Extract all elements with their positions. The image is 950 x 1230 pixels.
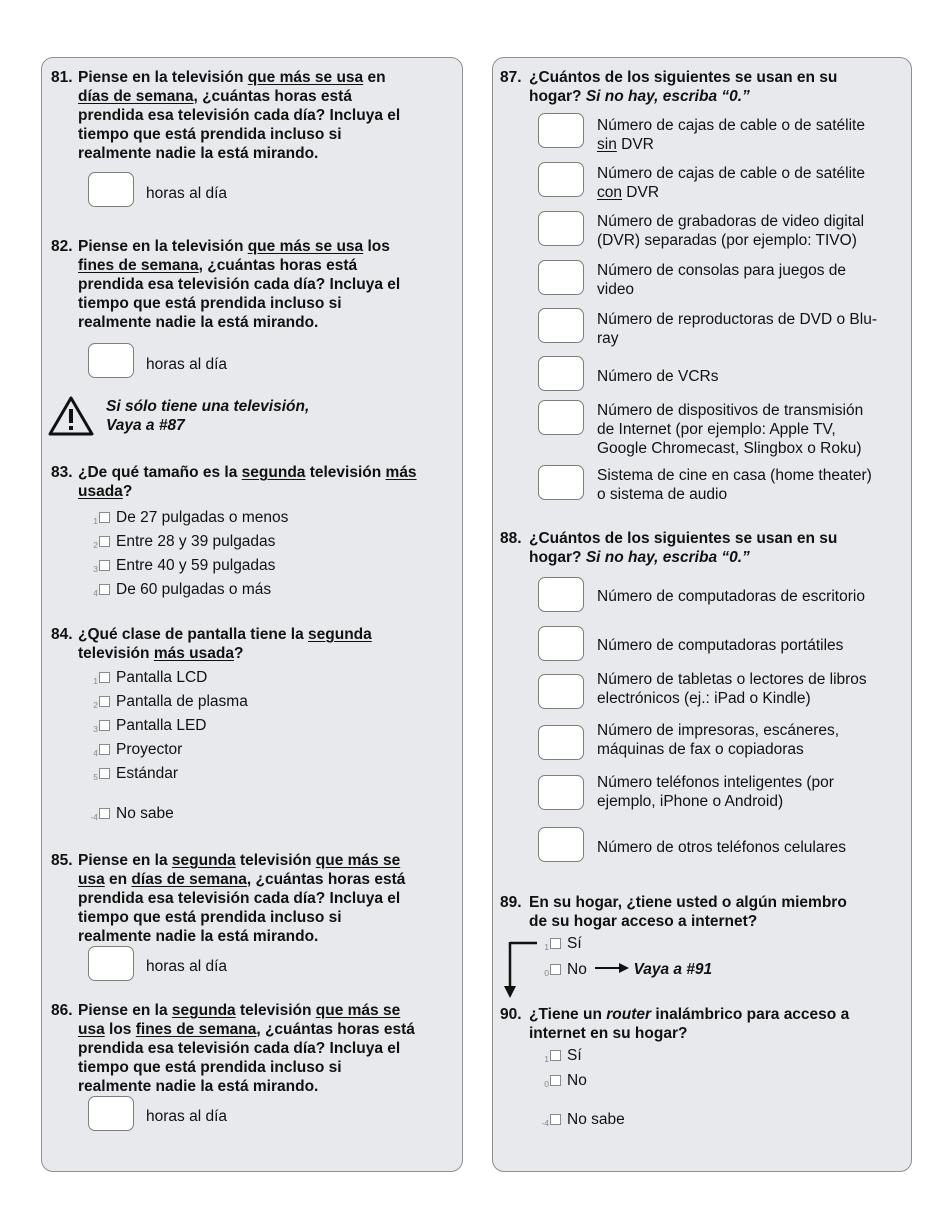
option[interactable]: 2 Entre 28 y 39 pulgadas <box>93 533 276 550</box>
count-input[interactable] <box>538 113 584 148</box>
item-label: Número de otros teléfonos celulares <box>597 839 846 856</box>
question-number: 82. <box>51 238 73 255</box>
option[interactable]: 3 Pantalla LED <box>93 717 207 734</box>
option[interactable]: 0 No <box>544 1072 587 1089</box>
option[interactable]: 0 No Vaya a #91 <box>544 961 713 978</box>
option[interactable]: -4 No sabe <box>90 805 174 822</box>
item-label: Número de impresoras, escáneres, máquinas de fax o copiadoras <box>597 722 840 758</box>
arrow-right-icon <box>595 963 629 973</box>
option[interactable]: 3 Entre 40 y 59 pulgadas <box>93 557 276 574</box>
checkbox[interactable] <box>550 1050 561 1061</box>
count-input[interactable] <box>538 725 584 760</box>
option[interactable]: -4 No sabe <box>541 1111 625 1128</box>
item-label: Número de reproductoras de DVD o Blu- ray <box>597 311 877 347</box>
item-label: Número de cajas de cable o de satélite con DVR <box>597 165 865 201</box>
checkbox[interactable] <box>99 744 110 755</box>
checkbox[interactable] <box>99 512 110 523</box>
option[interactable]: 5 Estándar <box>93 765 179 782</box>
warning-icon <box>48 395 94 437</box>
skip-arrow-icon <box>502 938 542 1000</box>
hours-input[interactable] <box>88 172 134 207</box>
checkbox[interactable] <box>99 672 110 683</box>
box-label: horas al día <box>146 958 227 975</box>
count-input[interactable] <box>538 674 584 709</box>
question-number: 90. <box>500 1006 522 1023</box>
count-input[interactable] <box>538 308 584 343</box>
question-number: 89. <box>500 894 522 911</box>
hours-input[interactable] <box>88 1096 134 1131</box>
question-number: 88. <box>500 530 522 547</box>
hours-input[interactable] <box>88 343 134 378</box>
question-number: 85. <box>51 852 73 869</box>
count-input[interactable] <box>538 162 584 197</box>
question-text: ¿De qué tamaño es la segunda televisión más usada? <box>78 464 417 500</box>
item-label: Número de grabadoras de video digital (DVR) separadas (por ejemplo: TIVO) <box>597 213 865 249</box>
checkbox[interactable] <box>99 584 110 595</box>
item-label: Sistema de cine en casa (home theater) o sistema de audio <box>597 467 872 503</box>
item-label: Número de dispositivos de transmisión de Internet (por ejemplo: Apple TV, Google Chromecast, Slingbox o Roku) <box>597 402 864 457</box>
skip-instruction: Vaya a #91 <box>633 961 713 978</box>
item-label: Número de tabletas o lectores de libros electrónicos (ej.: iPad o Kindle) <box>597 671 867 707</box>
hours-input[interactable] <box>88 946 134 981</box>
checkbox[interactable] <box>99 720 110 731</box>
checkbox[interactable] <box>550 964 561 975</box>
question-text: ¿Qué clase de pantalla tiene la segunda televisión más usada? <box>78 626 372 662</box>
option[interactable]: 1 Sí <box>544 935 582 952</box>
checkbox[interactable] <box>99 536 110 547</box>
option[interactable]: 1 De 27 pulgadas o menos <box>93 509 289 526</box>
count-input[interactable] <box>538 356 584 391</box>
checkbox[interactable] <box>550 1114 561 1125</box>
question-number: 81. <box>51 69 73 86</box>
checkbox[interactable] <box>550 938 561 949</box>
count-input[interactable] <box>538 465 584 500</box>
question-text: ¿Tiene un router inalámbrico para acceso a internet en su hogar? <box>529 1006 850 1042</box>
item-label: Número de computadoras portátiles <box>597 637 844 654</box>
option[interactable]: 4 De 60 pulgadas o más <box>93 581 272 598</box>
item-label: Número teléfonos inteligentes (por ejemplo, iPhone o Android) <box>597 774 834 810</box>
box-label: horas al día <box>146 185 227 202</box>
question-number: 83. <box>51 464 73 481</box>
count-input[interactable] <box>538 577 584 612</box>
question-text: Piense en la segunda televisión que más se usa los fines de semana, ¿cuántas horas está prendida esa televisión cada día? Incluya el tiempo que está prendida incluso si realmente nadie la está mirando. <box>78 1002 415 1095</box>
question-text: Piense en la televisión que más se usa en días de semana, ¿cuántas horas está prendida esa televisión cada día? Incluya el tiempo que está prendida incluso si realmente nadie la está mirando. <box>78 69 401 162</box>
count-input[interactable] <box>538 260 584 295</box>
question-text: ¿Cuántos de los siguientes se usan en su hogar? Si no hay, escriba “0.” <box>529 69 838 105</box>
count-input[interactable] <box>538 400 584 435</box>
item-label: Número de cajas de cable o de satélite sin DVR <box>597 117 865 153</box>
item-label: Número de computadoras de escritorio <box>597 588 865 605</box>
count-input[interactable] <box>538 827 584 862</box>
checkbox[interactable] <box>99 808 110 819</box>
option[interactable]: 1 Pantalla LCD <box>93 669 208 686</box>
question-text: Piense en la segunda televisión que más se usa en días de semana, ¿cuántas horas está prendida esa televisión cada día? Incluya el tiempo que está prendida incluso si realmente nadie la está mirando. <box>78 852 406 945</box>
question-number: 86. <box>51 1002 73 1019</box>
count-input[interactable] <box>538 626 584 661</box>
count-input[interactable] <box>538 775 584 810</box>
question-number: 84. <box>51 626 73 643</box>
question-number: 87. <box>500 69 522 86</box>
question-text: Piense en la televisión que más se usa los fines de semana, ¿cuántas horas está prendida esa televisión cada día? Incluya el tiempo que está prendida incluso si realmente nadie la está mirando. <box>78 238 401 331</box>
checkbox[interactable] <box>550 1075 561 1086</box>
checkbox[interactable] <box>99 560 110 571</box>
option[interactable]: 1 Sí <box>544 1047 582 1064</box>
checkbox[interactable] <box>99 696 110 707</box>
question-text: ¿Cuántos de los siguientes se usan en su hogar? Si no hay, escriba “0.” <box>529 530 838 566</box>
option[interactable]: 4 Proyector <box>93 741 183 758</box>
warning-text: Si sólo tiene una televisión, Vaya a #87 <box>106 398 310 434</box>
item-label: Número de VCRs <box>597 368 719 385</box>
count-input[interactable] <box>538 211 584 246</box>
option[interactable]: 2 Pantalla de plasma <box>93 693 248 710</box>
box-label: horas al día <box>146 356 227 373</box>
item-label: Número de consolas para juegos de video <box>597 262 847 298</box>
question-text: En su hogar, ¿tiene usted o algún miembro de su hogar acceso a internet? <box>529 894 847 930</box>
checkbox[interactable] <box>99 768 110 779</box>
box-label: horas al día <box>146 1108 227 1125</box>
